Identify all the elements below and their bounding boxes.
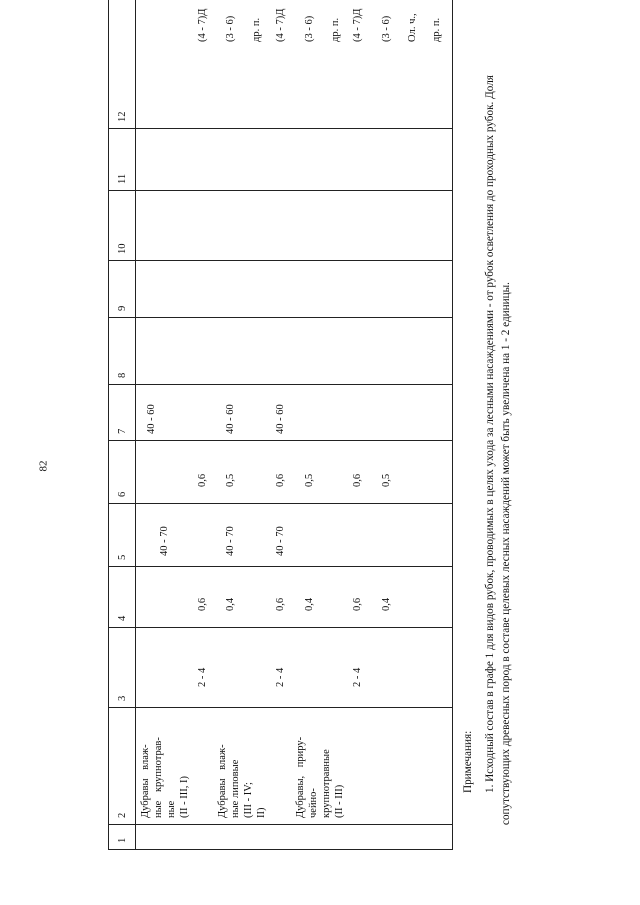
composition: (3 - 6)	[381, 15, 392, 42]
value: 0,4	[381, 597, 392, 611]
col-num: 10	[109, 191, 136, 261]
composition: др. п.	[330, 17, 341, 42]
col-num: 4	[109, 567, 136, 628]
value: 0,5	[381, 473, 392, 487]
value: 0,6	[352, 597, 363, 611]
value: 2 - 4	[197, 667, 208, 687]
value: 40 - 60	[275, 404, 286, 434]
table-body-row	[136, 0, 453, 850]
forest-type-line: Дубравы влаж-	[140, 744, 151, 818]
forest-type-line: ные крупнотрав-	[153, 737, 164, 818]
col-num: 3	[109, 628, 136, 708]
notes	[460, 5, 514, 825]
table-cell	[136, 385, 453, 441]
value: 0,6	[197, 473, 208, 487]
table-cell	[136, 261, 453, 318]
composition: (4 - 7)Д	[275, 8, 286, 42]
table-cell	[136, 129, 453, 191]
table-cell	[136, 567, 453, 628]
table-cell	[136, 708, 453, 825]
page-number: 82	[37, 460, 50, 472]
composition: (3 - 6)	[225, 15, 236, 42]
table-cell	[136, 318, 453, 385]
value: 2 - 4	[352, 667, 363, 687]
forest-type-line: II)	[256, 807, 267, 818]
value: 0,5	[304, 473, 315, 487]
value: 0,4	[304, 597, 315, 611]
notes-text: 1. Исходный состав в графе 1 для видов рубок, проводимых в целях ухода за лесными насаждениями - от рубок осветления до проходных рубок. Доля сопутствующих древесных пород в составе целевых лесных насаждений может быть увеличена на 1 - 2 единицы.	[484, 75, 512, 825]
value: 40 - 70	[159, 526, 170, 556]
forest-type-line: (II - III)	[334, 784, 345, 818]
composition: др. п.	[431, 17, 442, 42]
col-num: 12	[109, 0, 136, 129]
forest-type-line: ные липовые	[230, 759, 241, 818]
table-cell	[136, 0, 453, 129]
forestry-table	[108, 0, 453, 850]
value: 40 - 70	[225, 526, 236, 556]
forest-type-line: (II - III, I)	[179, 776, 190, 818]
forest-type-line: Дубравы влаж-	[217, 744, 228, 818]
col-num: 11	[109, 129, 136, 191]
value: 40 - 60	[146, 404, 157, 434]
value: 0,5	[225, 473, 236, 487]
column-number-row	[109, 0, 136, 850]
value: 40 - 70	[275, 526, 286, 556]
table-cell	[136, 441, 453, 504]
composition: (4 - 7)Д	[352, 8, 363, 42]
composition: (4 - 7)Д	[197, 8, 208, 42]
forest-type-line: чейно-	[308, 788, 319, 818]
value: 0,6	[275, 597, 286, 611]
table-cell	[136, 825, 453, 850]
notes-title: Примечания:	[462, 730, 474, 793]
forest-type-line: ные	[166, 800, 177, 818]
forest-type-line: (III - IV;	[243, 782, 254, 818]
forest-type-line: крупнотравные	[321, 749, 332, 818]
col-num: 6	[109, 441, 136, 504]
composition: др. п.	[251, 17, 262, 42]
col-num: 8	[109, 318, 136, 385]
value: 40 - 60	[225, 404, 236, 434]
value: 2 - 4	[275, 667, 286, 687]
table-cell	[136, 628, 453, 708]
composition: Ол. ч.,	[407, 13, 418, 42]
col-num: 5	[109, 504, 136, 567]
table-cell	[136, 504, 453, 567]
forest-type-line: Дубравы, приру-	[295, 736, 306, 818]
col-num: 2	[109, 708, 136, 825]
col-num: 1	[109, 825, 136, 850]
col-num: 9	[109, 261, 136, 318]
value: 0,4	[225, 597, 236, 611]
col-num: 7	[109, 385, 136, 441]
table-cell	[136, 191, 453, 261]
value: 0,6	[197, 597, 208, 611]
value: 0,6	[352, 473, 363, 487]
value: 0,6	[275, 473, 286, 487]
composition: (3 - 6)	[304, 15, 315, 42]
